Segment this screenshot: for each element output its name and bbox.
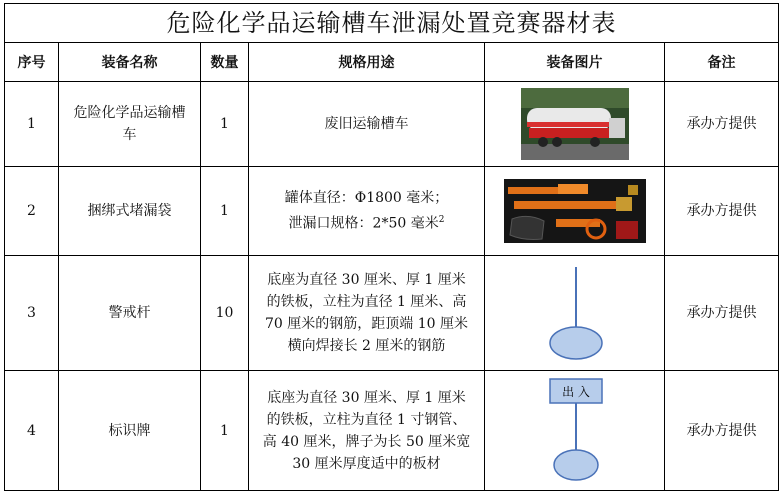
row-qty: 1 — [201, 371, 249, 491]
spec-line: 的铁板，立柱为直径 1 寸钢管、 — [266, 411, 467, 428]
spec-line: 高 40 厘米，牌子为长 50 厘米宽 — [262, 433, 471, 450]
row-name: 标识牌 — [59, 371, 201, 491]
header-spec: 规格用途 — [249, 43, 485, 82]
spec-line: 底座为直径 30 厘米、厚 1 厘米 — [267, 272, 466, 288]
row-image — [485, 82, 665, 167]
spec-line: 废旧运输槽车 — [324, 116, 409, 132]
header-name: 装备名称 — [59, 43, 201, 82]
row-name-text: 危险化学品运输槽车 — [73, 105, 186, 143]
header-image: 装备图片 — [485, 43, 665, 82]
row-no: 1 — [5, 82, 59, 167]
row-spec — [249, 371, 485, 491]
spec-line: 罐体直径：Φ1800 毫米； — [284, 190, 449, 207]
spec-line-text: 泄漏口规格：2*50 毫米 — [288, 215, 439, 232]
header-no: 序号 — [5, 43, 59, 82]
row-spec — [249, 256, 485, 371]
row-qty: 1 — [201, 167, 249, 256]
row-no: 3 — [5, 256, 59, 371]
warning-pole-diagram — [540, 263, 610, 363]
table-row — [5, 167, 779, 256]
row-qty: 1 — [201, 82, 249, 167]
spec-line — [253, 209, 480, 235]
row-no: 4 — [5, 371, 59, 491]
row-image — [485, 371, 665, 491]
header-row — [5, 43, 779, 82]
row-spec — [249, 167, 485, 256]
spec-line: 底座为直径 30 厘米、厚 1 厘米 — [267, 389, 466, 406]
tanker-truck-image — [521, 88, 629, 160]
row-image — [485, 256, 665, 371]
table-row — [5, 256, 779, 371]
spec-line: 横向焊接长 2 厘米的钢筋 — [287, 338, 446, 354]
spec-line: 70 厘米的钢筋，距顶端 10 厘米 — [265, 316, 468, 332]
row-image — [485, 167, 665, 256]
spec-line: 的铁板，立柱为直径 1 厘米、高 — [266, 294, 467, 310]
row-no: 2 — [5, 167, 59, 256]
row-name: 警戒杆 — [59, 256, 201, 371]
table-row — [5, 82, 779, 167]
row-name — [59, 82, 201, 167]
table-row — [5, 371, 779, 491]
header-note: 备注 — [665, 43, 779, 82]
row-name: 捆绑式堵漏袋 — [59, 167, 201, 256]
row-note: 承办方提供 — [665, 256, 779, 371]
row-note: 承办方提供 — [665, 371, 779, 491]
header-qty: 数量 — [201, 43, 249, 82]
row-qty: 10 — [201, 256, 249, 371]
sign-text: 出 入 — [561, 384, 590, 399]
superscript: 2 — [438, 215, 445, 226]
row-note: 承办方提供 — [665, 82, 779, 167]
equipment-table — [4, 3, 779, 491]
spec-line: 30 厘米厚度适中的板材 — [292, 455, 441, 472]
row-spec — [249, 82, 485, 167]
row-note: 承办方提供 — [665, 167, 779, 256]
leak-sealing-bag-image — [504, 179, 646, 243]
sign-board-diagram — [540, 377, 610, 485]
table-title: 危险化学品运输槽车泄漏处置竞赛器材表 — [5, 4, 779, 43]
